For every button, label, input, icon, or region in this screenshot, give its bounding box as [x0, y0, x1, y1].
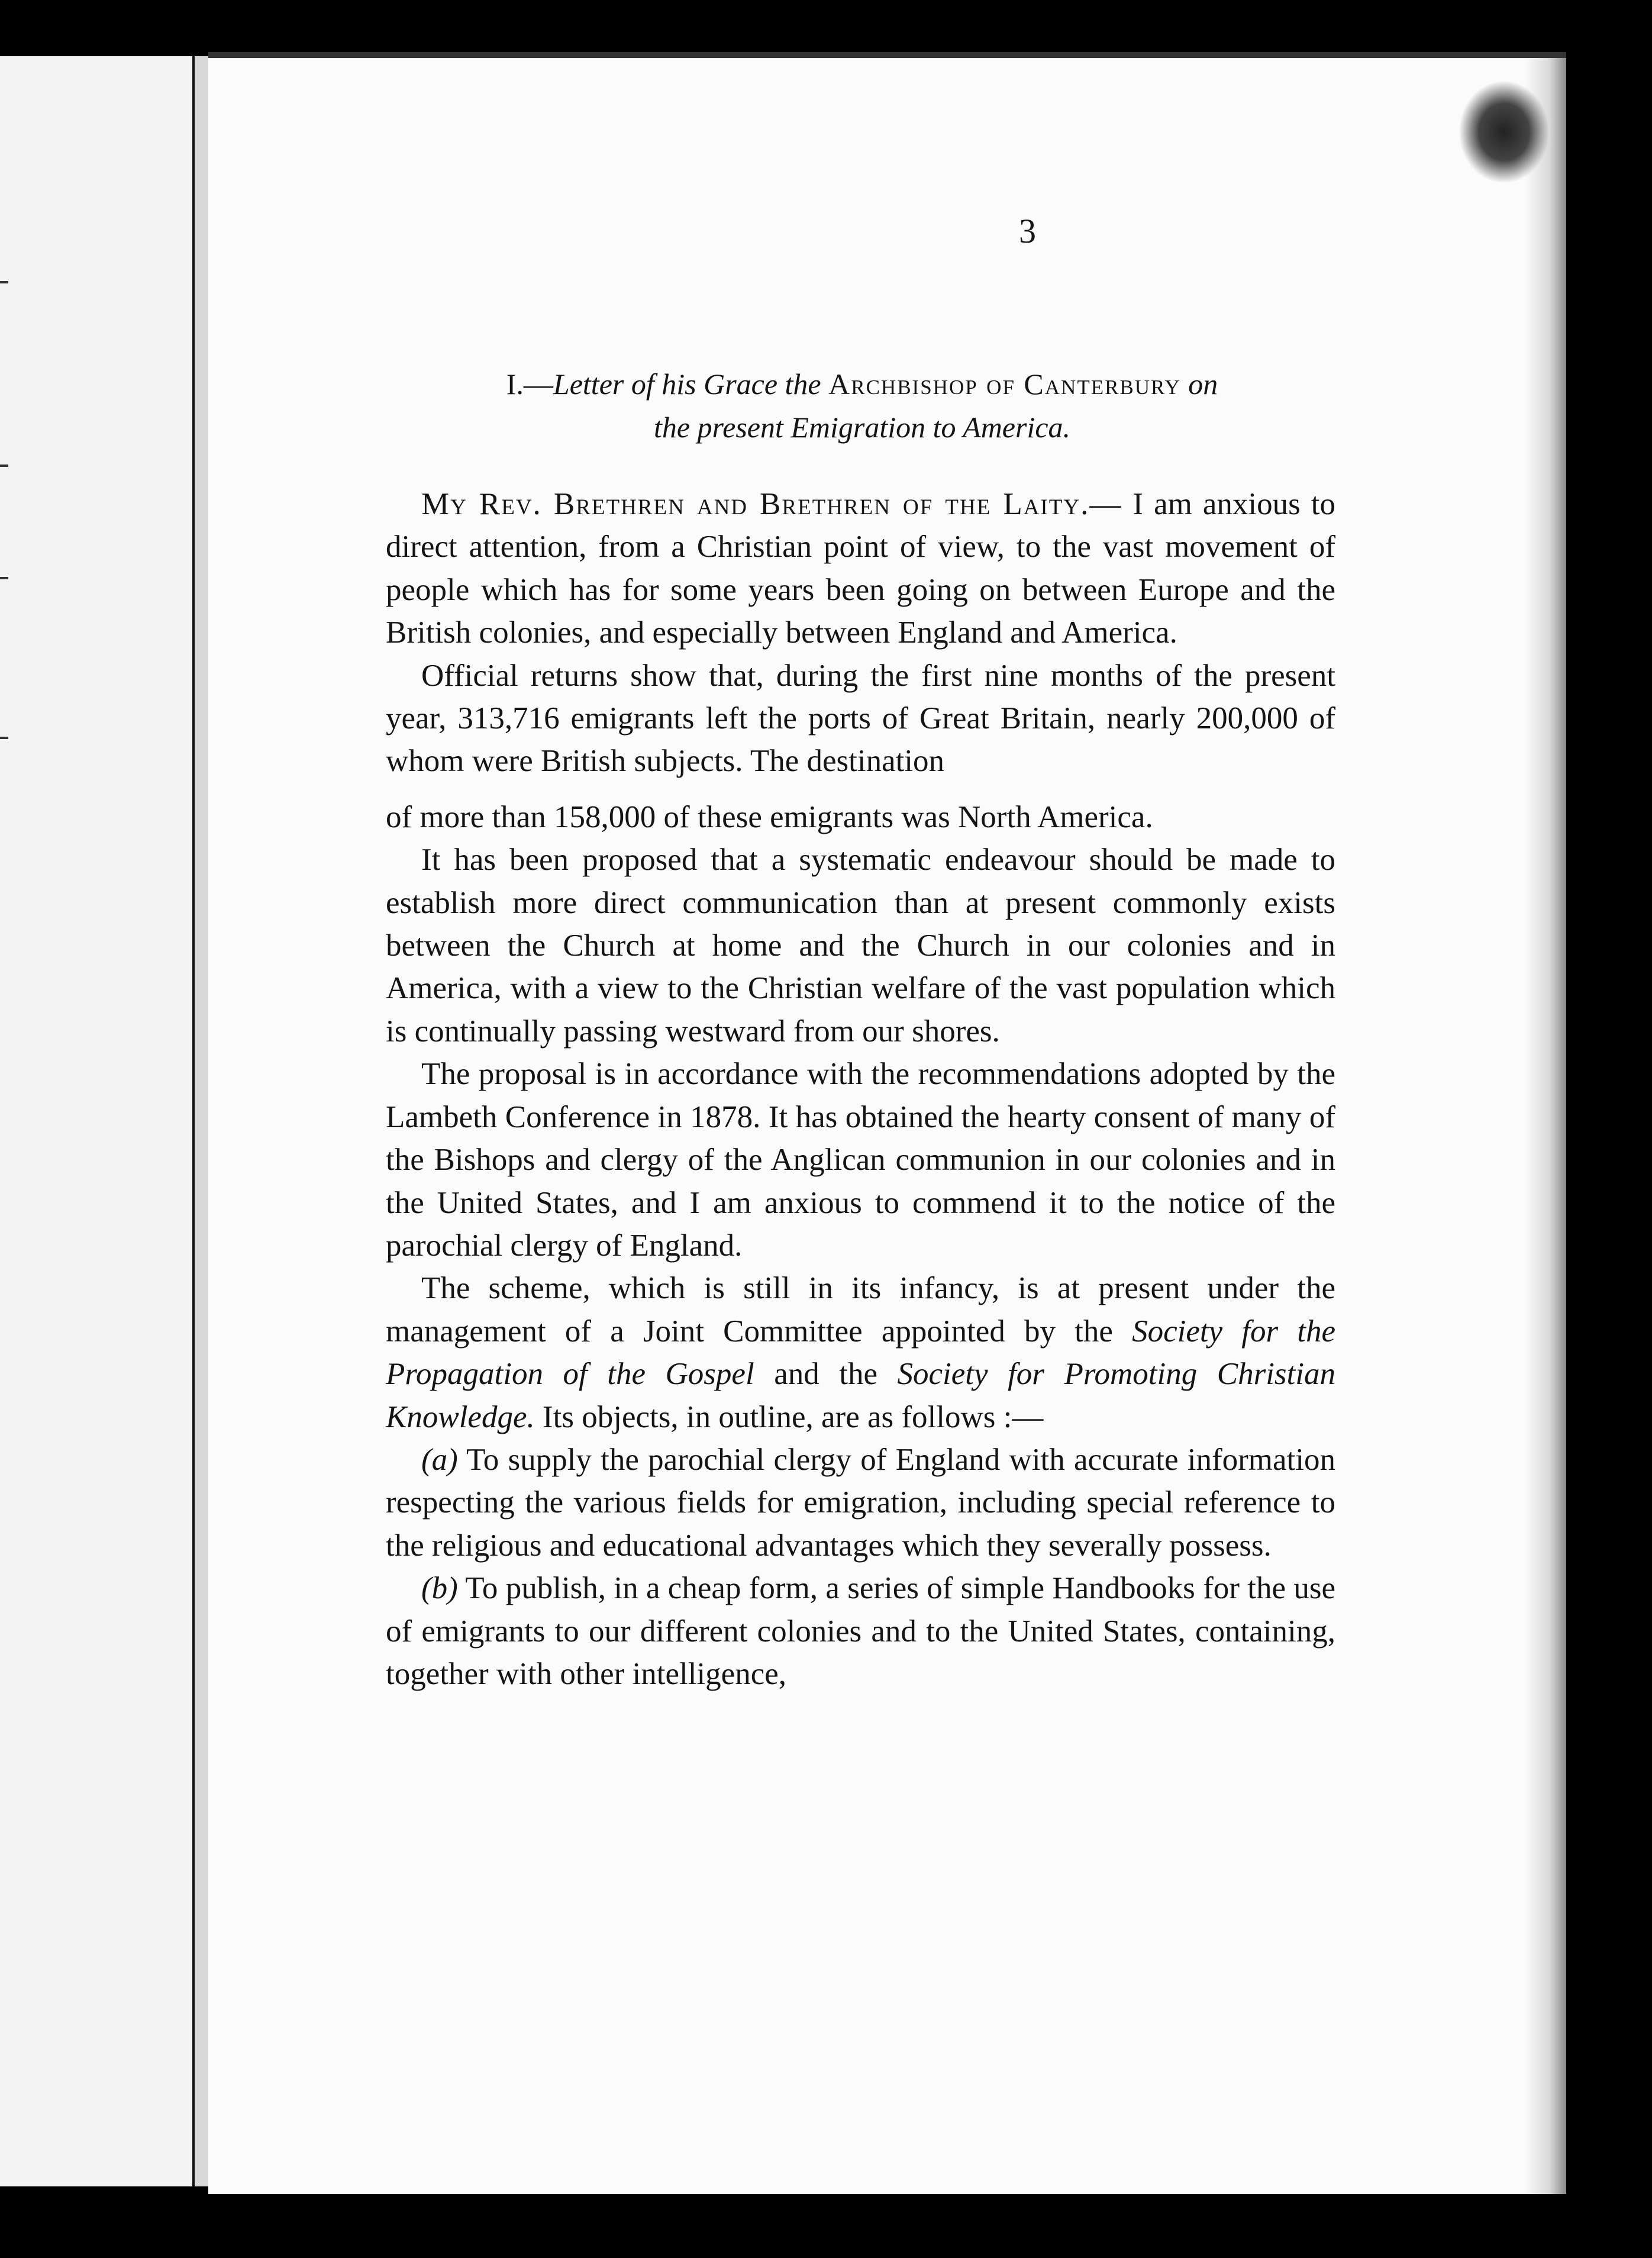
salutation: My Rev. Brethren and Brethren of the Laity.—: [421, 487, 1122, 521]
paragraph-5-intro: The scheme, which is still in its infancy, is at present under the management of a Joint Committee appointed by the: [386, 1271, 1335, 1349]
paragraph-4: The proposal is in accordance with the recommendations adopted by the Lambeth Conference in 1878. It has obtained the hearty consent of many of the Bishops and clergy of the Anglican communion in our colonies and in the United States, and I am anxious to commend it to the notice of the parochial clergy of England.: [386, 1057, 1335, 1263]
scan-mark: [0, 577, 8, 579]
item-letter: (a): [421, 1442, 458, 1477]
heading-archbishop: Archbishop of Canterbury: [828, 367, 1181, 401]
heading-numeral: I.—: [506, 367, 553, 401]
society-spck: Society for Promoting Christian Knowledge.: [386, 1357, 1336, 1434]
page-edge-shadow: [1525, 58, 1566, 2194]
left-page-edge: [0, 56, 196, 2186]
paragraph-5-end: Its objects, in outline, are as follows :—: [542, 1399, 1044, 1434]
heading-italic-2: on: [1188, 367, 1218, 401]
paragraph-1: [386, 483, 1335, 654]
paragraph-2-continued: of more than 158,000 of these emigrants was North America.: [386, 799, 1153, 834]
heading-line-2: the present Emigration to America.: [653, 411, 1071, 444]
item-text: To supply the parochial clergy of England with accurate information respecting the various fields for emigration, including special reference to the religious and educational advantages which they severally possess.: [386, 1442, 1335, 1563]
item-text: To publish, in a cheap form, a series of simple Handbooks for the use of emigrants to our different colonies and to the United States, containing, together with other intelligence,: [386, 1571, 1336, 1691]
heading-italic-1: Letter of his Grace the: [553, 367, 821, 401]
paragraph-5: [386, 1267, 1335, 1438]
paragraph-1-text: I am anxious to direct attention, from a Christian point of view, to the vast movement of people which has for some years been going on between Europe and the British colonies, and especially between England and America.: [386, 487, 1335, 650]
letter-body: [386, 483, 1335, 1695]
list-item: [386, 1438, 1335, 1567]
page-number: 3: [1019, 212, 1036, 250]
letter-heading: [386, 363, 1338, 449]
scan-mark: [0, 464, 8, 467]
document-page: [208, 52, 1566, 2194]
list-item: [386, 1567, 1335, 1695]
scan-mark: [0, 737, 8, 739]
scan-mark: [0, 281, 8, 283]
paragraph-2: Official returns show that, during the first nine months of the present year, 313,716 emigrants left the ports of Great Britain, nearly 200,000 of whom were British subjects. The destination: [386, 658, 1335, 779]
paragraph-3: It has been proposed that a systematic endeavour should be made to establish more direct communication than at present commonly exists between the Church at home and the Church in our colonies and in America, with a view to the Christian welfare of the vast population which is continually passing westward from our shores.: [386, 843, 1335, 1049]
society-spg: Society for the Propagation of the Gospel: [386, 1314, 1336, 1392]
corner-smudge: [1460, 82, 1548, 182]
item-letter: (b): [421, 1571, 458, 1606]
paragraph-5-and: and the: [774, 1357, 877, 1392]
